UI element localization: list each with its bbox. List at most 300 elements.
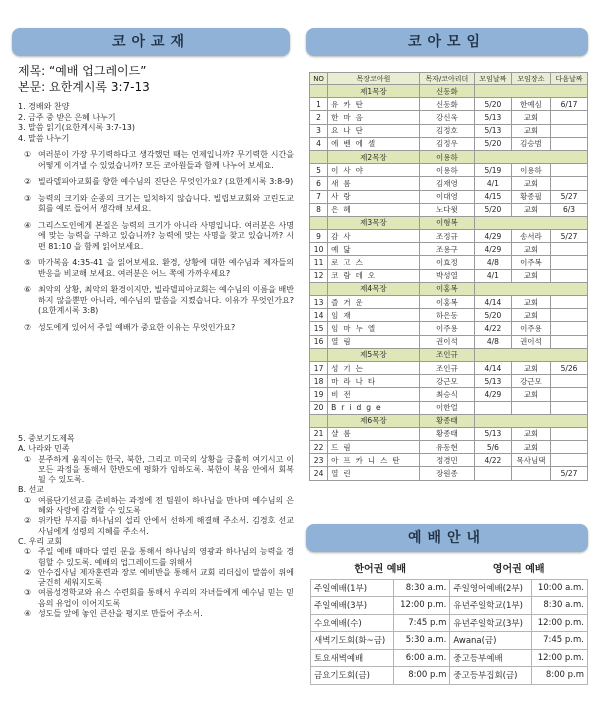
group-fill [474, 85, 587, 98]
table-cell: 5/6 [474, 441, 511, 454]
worship-service: 중고등부예배 [450, 649, 531, 667]
column-header: NO [310, 73, 328, 85]
worship-service: 새벽기도회(화~금) [311, 632, 394, 650]
table-cell: 은혜 [328, 203, 420, 216]
table-cell: 열림 [328, 335, 420, 348]
table-cell: 이대영 [419, 190, 474, 203]
group-spacer [310, 282, 328, 295]
table-row [310, 243, 588, 256]
worship-service: 토요새벽예배 [311, 649, 394, 667]
prayer-number: ④ [24, 609, 32, 619]
table-cell: 유동현 [419, 441, 474, 454]
lesson-step: 3. 말씀 읽기(요한계시록 3:7-13) [18, 123, 135, 132]
prayer-groups [18, 444, 294, 619]
group-row [310, 282, 588, 295]
lesson-outline [18, 102, 294, 333]
table-cell: 17 [310, 361, 328, 374]
table-cell: 5/13 [474, 124, 511, 137]
question-text: 마가복음 4:35-41 을 읽어보세요. 환경, 상황에 대한 예수님과 제자들의 반응을 비교해 보세요. 여러분은 어느 쪽에 가까우세요? [38, 258, 294, 278]
table-cell: 교회 [511, 269, 550, 282]
table-cell: 교회 [511, 243, 550, 256]
group-name: 제3목장 [328, 216, 420, 229]
table-cell: 즐거운 [328, 296, 420, 309]
table-cell: 10 [310, 243, 328, 256]
table-row [310, 190, 588, 203]
table-cell [551, 335, 588, 348]
table-cell: 아프카니스탄 [328, 454, 420, 467]
prayer-item [18, 568, 294, 589]
worship-time: 8:30 a.m. [393, 579, 449, 597]
table-cell: 4/29 [474, 230, 511, 243]
table-cell: 한마음 [328, 111, 420, 124]
table-cell: 조용구 [419, 243, 474, 256]
group-name: 제6목장 [328, 414, 420, 427]
table-row [310, 164, 588, 177]
table-row [310, 296, 588, 309]
table-cell: 교회 [511, 361, 550, 374]
table-row [310, 361, 588, 374]
table-cell: 교회 [511, 427, 550, 440]
group-fill [474, 216, 587, 229]
table-cell [551, 164, 588, 177]
lesson-scripture: 본문: 요한계시록 3:7-13 [18, 80, 150, 94]
worship-guide-header: 예배안내 [306, 524, 588, 552]
question-item [18, 258, 294, 279]
worship-time: 5:30 a.m. [393, 632, 449, 650]
group-leader: 이홍복 [419, 282, 474, 295]
question-item [18, 285, 294, 317]
table-cell: 5/20 [474, 203, 511, 216]
column-header: 목장코아원 [328, 73, 420, 85]
table-cell: 강근모 [511, 375, 550, 388]
group-fill [474, 150, 587, 163]
table-cell: 4/8 [474, 256, 511, 269]
table-cell: 3 [310, 124, 328, 137]
table-row [310, 309, 588, 322]
table-row [310, 427, 588, 440]
core-meeting-header: 코아모임 [306, 28, 588, 56]
table-cell: 5/13 [474, 427, 511, 440]
worship-service: 주일영어예배(2부) [450, 579, 531, 597]
table-cell: 4/1 [474, 269, 511, 282]
table-cell: 4 [310, 137, 328, 150]
table-cell [551, 124, 588, 137]
question-item [18, 194, 294, 215]
table-cell: 감사 [328, 230, 420, 243]
column-header: 모임장소 [511, 73, 550, 85]
table-cell: 24 [310, 467, 328, 480]
worship-service: 금요기도회(금) [311, 667, 394, 685]
table-cell: 박성열 [419, 269, 474, 282]
worship-service: 주일예배(3부) [311, 597, 394, 615]
column-header: 목자/코아리더 [419, 73, 474, 85]
table-cell: 18 [310, 375, 328, 388]
worship-column-header: 한어권 예배 [354, 564, 407, 576]
table-cell [551, 441, 588, 454]
prayer-number: ③ [24, 588, 32, 598]
table-cell: 7 [310, 190, 328, 203]
prayer-number: ② [24, 567, 32, 577]
table-row [310, 137, 588, 150]
group-name: 제5목장 [328, 348, 420, 361]
worship-row [311, 649, 588, 667]
table-cell: 5 [310, 164, 328, 177]
table-cell [551, 375, 588, 388]
table-cell: 임마누엘 [328, 322, 420, 335]
table-cell: 하은동 [419, 309, 474, 322]
table-cell: 16 [310, 335, 328, 348]
worship-row [311, 667, 588, 685]
table-cell: 김재영 [419, 177, 474, 190]
question-text: 빌라델피아교회를 향한 예수님의 진단은 무엇인가요? (요한계시록 3:8-9) [38, 177, 294, 186]
group-spacer [310, 348, 328, 361]
prayer-text: 주일 예배 때마다 열린 문을 통해서 하나님의 영광과 하나님의 능력을 경험할 수 있도록. 예배의 업그레이드를 위해서 [38, 547, 294, 567]
table-cell: 4/8 [474, 335, 511, 348]
worship-column-header: 영어권 예배 [492, 564, 545, 576]
lesson-title-block [18, 63, 288, 95]
table-cell: 이용하 [419, 164, 474, 177]
worship-row [311, 632, 588, 650]
table-cell: 이한얼 [419, 401, 474, 414]
table-cell: 코람데오 [328, 269, 420, 282]
question-text: 최악의 상황, 최악의 환경이지만, 빌라델피아교회는 예수님의 이름을 배반하지 않을뿐만 아니라, 예수님의 말씀을 지켰습니다. 이유가 무엇인가요? (요한계시록 3:8) [38, 285, 294, 315]
table-row [310, 322, 588, 335]
worship-time: 6:00 a.m. [393, 649, 449, 667]
table-cell: 23 [310, 454, 328, 467]
table-cell: 1 [310, 98, 328, 111]
table-cell [551, 243, 588, 256]
table-cell: 권이석 [511, 335, 550, 348]
table-row [310, 230, 588, 243]
table-cell: 김승범 [511, 137, 550, 150]
table-cell: 이용하 [511, 164, 550, 177]
table-cell [551, 388, 588, 401]
group-leader: 황종태 [419, 414, 474, 427]
table-cell: 4/22 [474, 322, 511, 335]
worship-schedule-table [310, 557, 588, 685]
group-spacer [310, 85, 328, 98]
table-cell [474, 467, 511, 480]
table-cell: 이주복 [511, 256, 550, 269]
table-cell: 요나단 [328, 124, 420, 137]
table-cell: 조정규 [419, 230, 474, 243]
table-cell: 사랑 [328, 190, 420, 203]
group-leader: 이형복 [419, 216, 474, 229]
table-row [310, 401, 588, 414]
table-cell: 권이석 [419, 335, 474, 348]
table-cell: 이효정 [419, 256, 474, 269]
table-cell: 열린 [328, 467, 420, 480]
table-cell: 4/29 [474, 243, 511, 256]
core-meeting-table-header [310, 73, 588, 85]
table-cell: 성기는 [328, 361, 420, 374]
table-cell: 교회 [511, 441, 550, 454]
prayer-text: 안수집사님 제자훈련과 장로 예비반을 통해서 교회 리더십이 말씀이 위에 굳건히 세워지도록 [38, 567, 294, 588]
lesson-step: 4. 말씀 나누기 [18, 133, 70, 143]
group-leader: 조인규 [419, 348, 474, 361]
table-cell: 김정우 [419, 137, 474, 150]
table-cell: 4/1 [474, 177, 511, 190]
question-number: ③ [24, 193, 32, 203]
table-cell: 교회 [511, 309, 550, 322]
table-cell: 새롬 [328, 177, 420, 190]
table-cell [511, 401, 550, 414]
question-number: ⑥ [24, 285, 32, 294]
lesson-steps [18, 102, 294, 144]
prayer-title: 5. 중보기도제목 [18, 434, 75, 443]
table-cell [551, 177, 588, 190]
prayer-group-label: A. 나라와 민족 [18, 444, 70, 454]
worship-time: 12:00 p.m. [393, 597, 449, 615]
table-cell: 에벤에셀 [328, 137, 420, 150]
prayer-number: ② [24, 516, 32, 526]
table-cell: 9 [310, 230, 328, 243]
table-cell [511, 467, 550, 480]
table-cell [551, 296, 588, 309]
table-cell: 5/27 [551, 467, 588, 480]
worship-time: 10:00 a.m. [531, 579, 588, 597]
question-text: 능력의 크기와 순종의 크기는 일치하지 않습니다. 빌립보교회와 고린도교회를 예로 들어서 생각해 보세요. [38, 193, 294, 213]
table-cell [551, 137, 588, 150]
group-spacer [310, 216, 328, 229]
table-cell: 22 [310, 441, 328, 454]
worship-service: Awana(금) [450, 632, 531, 650]
table-cell: 교회 [511, 296, 550, 309]
table-row [310, 335, 588, 348]
group-fill [474, 348, 587, 361]
table-cell [551, 454, 588, 467]
table-cell [551, 111, 588, 124]
prayer-group-label: B. 선교 [18, 485, 45, 495]
table-cell: 로고스 [328, 256, 420, 269]
prayer-item [18, 455, 294, 486]
table-cell: 12 [310, 269, 328, 282]
table-cell [474, 401, 511, 414]
worship-time: 12:00 p.m. [531, 614, 588, 632]
table-cell: 4/14 [474, 361, 511, 374]
table-cell: 노다윗 [419, 203, 474, 216]
question-number: ④ [24, 220, 32, 230]
question-item [18, 221, 294, 253]
worship-time: 8:30 a.m. [531, 597, 588, 615]
lesson-step: 1. 경배와 찬양 [18, 102, 70, 111]
table-cell: 황종태 [419, 427, 474, 440]
question-number: ① [24, 150, 32, 159]
table-cell: 5/20 [474, 98, 511, 111]
group-row [310, 348, 588, 361]
table-cell: 교회 [511, 388, 550, 401]
prayer-item [18, 588, 294, 609]
worship-time: 8:00 p.m [531, 667, 588, 685]
table-cell: 한예심 [511, 98, 550, 111]
lesson-title: 제목: “예배 업그레이드” [18, 64, 147, 78]
group-spacer [310, 414, 328, 427]
table-cell: 정경민 [419, 454, 474, 467]
table-row [310, 111, 588, 124]
table-cell: Bridge [328, 401, 420, 414]
discussion-questions [18, 150, 294, 333]
prayer-text: 여름성경학교와 유스 수련회를 통해서 우리의 자녀들에게 예수님 믿는 믿음의 유업이 이어지도록 [38, 588, 294, 608]
table-row [310, 454, 588, 467]
table-cell: 5/27 [551, 230, 588, 243]
table-cell: 예닮 [328, 243, 420, 256]
question-item [18, 177, 294, 188]
prayer-group-label: C. 우리 교회 [18, 536, 63, 546]
question-item [18, 323, 294, 334]
prayer-text: 위카탄 부지를 하나님의 섭리 안에서 선하게 해결해 주소서. 김경호 선교사님에게 성령의 지혜를 주소서. [38, 516, 294, 536]
core-meeting-table [309, 72, 588, 481]
worship-time: 8:00 p.m [393, 667, 449, 685]
table-cell: 비전 [328, 388, 420, 401]
table-cell: 5/27 [551, 190, 588, 203]
worship-row [311, 579, 588, 597]
group-spacer [310, 150, 328, 163]
prayer-requests [18, 434, 294, 619]
table-row [310, 256, 588, 269]
table-cell: 5/13 [474, 375, 511, 388]
table-cell [551, 401, 588, 414]
worship-service: 중고등부집회(금) [450, 667, 531, 685]
table-cell: 5/19 [474, 164, 511, 177]
table-row [310, 124, 588, 137]
group-fill [474, 282, 587, 295]
table-cell: 황종필 [511, 190, 550, 203]
table-cell: 교회 [511, 203, 550, 216]
prayer-text: 분주하게 움직이는 한국, 북한, 그리고 미국의 상황을 긍휼히 여기시고 이 모든 과정을 통해서 한반도에 평화가 임하도록. 북한이 복음 안에서 회복될 수 있도록. [38, 454, 294, 485]
group-row [310, 414, 588, 427]
worship-time: 7:45 p.m. [531, 632, 588, 650]
group-name: 제2목장 [328, 150, 420, 163]
prayer-text: 성도들 앞에 놓인 큰산을 평지로 만들어 주소서. [38, 609, 203, 619]
table-cell: 송서라 [511, 230, 550, 243]
table-cell: 6/3 [551, 203, 588, 216]
table-cell: 교회 [511, 124, 550, 137]
worship-service: 유년주일학교(3부) [450, 614, 531, 632]
table-cell: 4/15 [474, 190, 511, 203]
table-cell: 교회 [511, 111, 550, 124]
worship-service: 수요예배(수) [311, 614, 394, 632]
table-row [310, 388, 588, 401]
table-cell: 임재 [328, 309, 420, 322]
table-cell: 21 [310, 427, 328, 440]
table-cell [551, 269, 588, 282]
core-study-header: 코아교재 [12, 28, 290, 56]
table-cell [551, 256, 588, 269]
question-text: 성도에게 있어서 주일 예배가 중요한 이유는 무엇인가요? [38, 322, 236, 332]
prayer-number: ① [24, 495, 32, 505]
group-row [310, 150, 588, 163]
table-cell: 이사야 [328, 164, 420, 177]
table-cell: 6 [310, 177, 328, 190]
group-name: 제4목장 [328, 282, 420, 295]
table-row [310, 177, 588, 190]
question-number: ⑦ [24, 322, 32, 332]
table-cell [551, 309, 588, 322]
table-row [310, 269, 588, 282]
table-cell: 4/14 [474, 296, 511, 309]
table-cell: 드림 [328, 441, 420, 454]
question-number: ② [24, 177, 32, 186]
table-cell: 5/20 [474, 309, 511, 322]
question-number: ⑤ [24, 258, 32, 267]
table-cell: 13 [310, 296, 328, 309]
group-name: 제1목장 [328, 85, 420, 98]
table-cell: 이주용 [419, 322, 474, 335]
table-row [310, 467, 588, 480]
table-cell: 6/17 [551, 98, 588, 111]
question-text: 그리스도인에게 본질은 능력의 크기가 아니라 사명입니다. 여러분은 사명에 맞는 능력을 구하고 있습니까? 능력에 맞는 사명을 찾고 있습니까? 시편 81:10 을 함께 읽어보세요. [38, 220, 294, 251]
prayer-item [18, 609, 294, 619]
table-cell: 조인규 [419, 361, 474, 374]
group-fill [474, 414, 587, 427]
table-cell: 장원종 [419, 467, 474, 480]
group-leader: 이용하 [419, 150, 474, 163]
table-row [310, 441, 588, 454]
table-cell: 19 [310, 388, 328, 401]
column-header: 다음날짜 [551, 73, 588, 85]
table-cell: 신동화 [419, 98, 474, 111]
table-cell: 교회 [511, 177, 550, 190]
table-cell: 4/29 [474, 388, 511, 401]
prayer-number: ① [24, 547, 32, 557]
table-cell: 2 [310, 111, 328, 124]
table-cell: 4/22 [474, 454, 511, 467]
table-cell: 5/26 [551, 361, 588, 374]
table-row [310, 375, 588, 388]
group-row [310, 216, 588, 229]
table-cell: 14 [310, 309, 328, 322]
table-row [310, 98, 588, 111]
table-cell: 이홍복 [419, 296, 474, 309]
table-cell: 최승식 [419, 388, 474, 401]
table-row [310, 203, 588, 216]
worship-service: 유년주일학교(1부) [450, 597, 531, 615]
table-cell: 강근모 [419, 375, 474, 388]
worship-time: 12:00 p.m. [531, 649, 588, 667]
table-cell: 목사님댁 [511, 454, 550, 467]
prayer-text: 여름단기선교를 준비하는 과정에 전 팀원이 하나님을 만나며 예수님의 은혜와 사랑에 감격할 수 있도록 [38, 495, 294, 516]
group-leader: 신동화 [419, 85, 474, 98]
table-cell: 5/20 [474, 137, 511, 150]
prayer-number: ① [24, 454, 32, 464]
worship-row [311, 614, 588, 632]
table-cell: 유카탄 [328, 98, 420, 111]
worship-time: 7:45 p.m [393, 614, 449, 632]
prayer-item [18, 547, 294, 568]
worship-column-headers [311, 557, 588, 579]
table-cell: 마라나타 [328, 375, 420, 388]
table-cell: 김정호 [419, 124, 474, 137]
table-cell: 11 [310, 256, 328, 269]
table-cell [551, 322, 588, 335]
table-cell: 15 [310, 322, 328, 335]
question-item [18, 150, 294, 171]
prayer-item [18, 516, 294, 537]
table-cell: 강신욱 [419, 111, 474, 124]
table-cell: 샬롬 [328, 427, 420, 440]
table-cell: 이주용 [511, 322, 550, 335]
table-cell: 5/13 [474, 111, 511, 124]
column-header: 모임날짜 [474, 73, 511, 85]
table-cell: 20 [310, 401, 328, 414]
group-row [310, 85, 588, 98]
table-cell [551, 427, 588, 440]
worship-row [311, 597, 588, 615]
worship-service: 주일예배(1부) [311, 579, 394, 597]
question-text: 여러분이 가장 무기력하다고 생각했던 때는 언제입니까? 무기력한 시간을 어떻게 이겨낼 수 있었습니까? 모든 코아원들과 함께 나누어 보세요. [38, 150, 294, 170]
table-cell: 8 [310, 203, 328, 216]
prayer-item [18, 496, 294, 517]
